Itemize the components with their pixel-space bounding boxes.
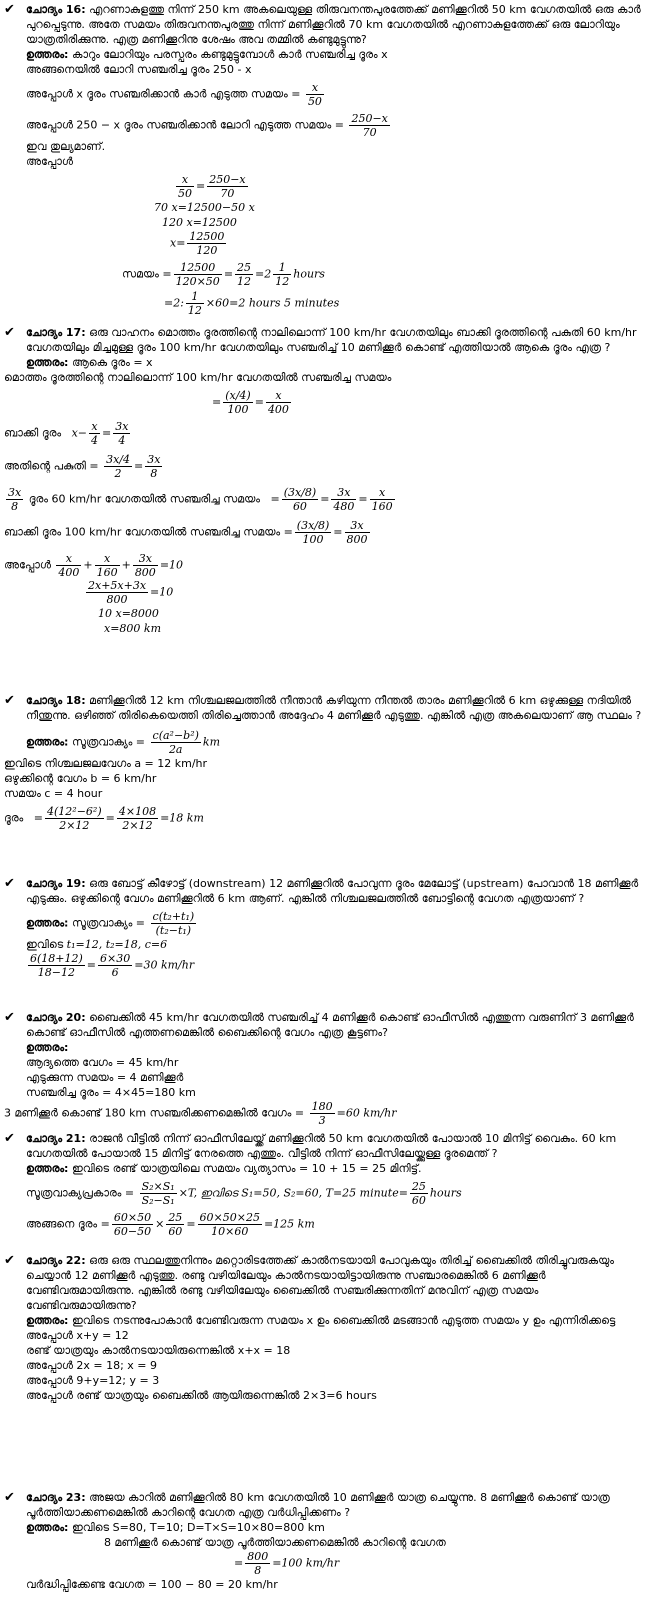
question-17: ✔ ചോദ്യം 17: ഒരു വാഹനം മൊത്തം ദൂരത്തിന്റെ നാലിലൊന്ന് 100 km/hr വേഗതയിലും ബാക്കി ദൂരത്തിന്റെ പകുതി 60 km/hr വേഗതയിലും മിച്ചമുള്ള ദൂരം 100 km/hr വേഗതയിലും സഞ്ചരിച്ച് 10 മണിക്കൂർ കൊണ്ട് എത്തിയാൽ ആകെ ദൂരം എത്ര ? ഉത്തരം: ആകെ ദൂരം = x മൊത്തം ദൂരത്തിന്റെ നാലിലൊന്ന് 100 km/hr വേഗതയിൽ സഞ്ചരിച്ച സമയം = $\frac{(x/4)}{100}$ = $\frac{x}{400}$ ബാക്കി ദൂരം x− $\frac{x}{4}$ = $\frac{3x}{4}$ അതിന്റെ പകുതി = $\frac{3x/4}{2}$ = $\frac{3x}{8}$ $\frac{3x}{8}$ ദൂരം 60 km/hr വേഗതയിൽ സഞ്ചരിച്ച സമയം = $\frac{(3x/8)}{60}$ = $\frac{3x}{480}$ = $\frac{x}{160}$ ബാക്കി ദൂരം 100 km/hr വേഗതയിൽ സഞ്ചരിച്ച സമയം = $\frac{(3x/8)}{100}$ = $\frac{3x}{800}$ അപ്പോൾ $\frac{x}{400}$ + $\frac{x}{160}$ + $\frac{3x}{800}$ =10 $\frac{2x+5x+3x}{800}$ =10 10 x=8000 x=800 km — [4, 325, 644, 636]
question-21: ✔ ചോദ്യം 21: രാജൻ വീട്ടിൽ നിന്ന് ഓഫീസിലേയ്ക്ക് മണിക്കൂറിൽ 50 km വേഗതയിൽ പോയാൽ 10 മിനിട്ട് വൈകും. 60 km വേഗതയിൽ പോയാൽ 15 മിനിട്ട് നേരത്തെ എത്തും. വീട്ടിൽ നിന്ന് ഓഫീസിലേയ്ക്കുള്ള ദൂരമെന്ത് ? ഉത്തരം: ഇവിടെ രണ്ട് യാത്രയിലെ സമയം വ്യത്യാസം = 10 + 15 = 25 മിനിട്ട്. സൂത്രവാക്യപ്രകാരം = $\frac{\text{S₂×S₁}}{\text{S₂−S₁}}$ ×T, ഇവിടെ S₁=50, S₂=60, T=25 minute= $\frac{25}{60}$ hours അങ്ങനെ ദൂരം = $\frac{60\times 50}{60-50}$ × $\frac{25}{60}$ = $\frac{60\times 50\times 25}{10\times 60}$ =125 km — [4, 1131, 617, 1238]
check-mark-icon: ✔ — [4, 693, 15, 708]
line: ഇവിടെ നിശ്ചലജലവേഗം a = 12 km/hr — [4, 757, 208, 770]
line: എടുക്കുന്ന സമയം = 4 മണിക്കൂർ — [26, 1071, 184, 1084]
line: ബാക്കി ദൂരം — [4, 426, 62, 440]
answer-label: ഉത്തരം: — [26, 1521, 69, 1534]
line: ദൂരം 60 km/hr വേഗതയിൽ സഞ്ചരിച്ച സമയം — [28, 492, 260, 506]
question-18: ✔ ചോദ്യം 18: മണിക്കൂറിൽ 12 km നിശ്ചലജലത്തിൽ നീന്താൻ കഴിയുന്ന നീന്തൽ താരം മണിക്കൂറിൽ 6 km ഒഴുക്കുള്ള നദിയിൽ നീന്തുന്നു. ഒഴിഞ്ഞ് തിരികെയെത്തി തിരിച്ചെത്താൻ അദ്ദേഹം 4 മണിക്കൂർ എടുത്തു. എങ്കിൽ എത്ര അകലെയാണ് ആ സ്ഥലം ? ഉത്തരം: സൂത്രവാക്യം = $\frac{\text{c(a²−b²)}}{2a}$ km ഇവിടെ നിശ്ചലജലവേഗം a = 12 km/hr ഒഴുക്കിന്റെ വേഗം b = 6 km/hr സമയം c = 4 hour ദൂരം = $\frac{\text{4(12²−6²)}}{2\times 12}$ = $\frac{4\times 108}{2\times 12}$ =18 km — [4, 693, 644, 832]
result: =60 km/hr — [336, 1106, 397, 1120]
question-number: ചോദ്യം 22: — [26, 1254, 86, 1267]
equation: 70 x=12500−50 x — [154, 201, 255, 214]
answer-label: ഉത്തരം: — [26, 1314, 69, 1327]
question-text: ഒരു വാഹനം മൊത്തം ദൂരത്തിന്റെ നാലിലൊന്ന് 100 km/hr വേഗതയിലും ബാക്കി ദൂരത്തിന്റെ പകുതി 60 km/hr വേഗതയിലും മിച്ചമുള്ള ദൂരം 100 km/hr വേഗതയിലും സഞ്ചരിച്ച് 10 മണിക്കൂർ കൊണ്ട് എത്തിയാൽ ആകെ ദൂരം എത്ര ? — [26, 326, 637, 354]
line: അങ്ങനെയിൽ ലോറി സഞ്ചരിച്ച ദൂരം 250 - x — [26, 63, 252, 76]
check-mark-icon: ✔ — [4, 1010, 15, 1025]
formula-tail: ×T, ഇവിടെ S₁=50, S₂=60, T=25 minute= — [178, 1186, 408, 1200]
answer-label: ഉത്തരം: — [26, 1041, 69, 1054]
question-text: ഒരു ഒരു സ്ഥലത്തുനിന്നും മറ്റൊരിടത്തേക്ക് കാൽനടയായി പോവുകയും തിരിച്ച് ബൈക്കിൽ തിരിച്ചുവരുകയും ചെയ്യാൻ 12 മണിക്കൂർ എടുത്തു. രണ്ടു വഴിയിലേയും കാൽനടയായിട്ടായിരുന്നു സഞ്ചാരമെങ്കിൽ 6 മണിക്കൂർ വേണ്ടിവരുമായിരുന്നു. എങ്കിൽ രണ്ടു വഴിയിലേയും ബൈക്കിൽ സഞ്ചരിക്കുന്നതിന് മനുവിന് എത്ര സമയം വേണ്ടിവരുമായിരുന്നു? — [26, 1254, 614, 1312]
result: =125 km — [263, 1217, 315, 1231]
answer-label: ഉത്തരം: — [26, 48, 69, 61]
question-22 — [4, 1253, 644, 1403]
result: =30 km/hr — [134, 958, 195, 972]
line: അതിന്റെ പകുതി = — [4, 459, 99, 473]
line: സഞ്ചരിച്ച ദൂരം = 4×45=180 km — [26, 1086, 196, 1099]
line: 3 മണിക്കൂർ കൊണ്ട് 180 km സഞ്ചരിക്കണമെങ്കിൽ വേഗം = — [4, 1106, 305, 1120]
question-16: ✔ ചോദ്യം 16: എറണാകുളത്തു നിന്ന് 250 km അകലെയുള്ള തിരുവനന്തപുരത്തേക്ക് മണിക്കൂറിൽ 50 km വേഗതയിൽ ഒരു കാർ പുറപ്പെടുന്നു. അതേ സമയം തിരുവനന്തപുരത്തു നിന്ന് മണിക്കൂറിൽ 70 km വേഗതയിൽ എറണാകുളത്തേക്ക് ഒരു ലോറിയും യാത്രതിരിക്കുന്നു. എത്ര മണിക്കൂറിനു ശേഷം അവ തമ്മിൽ കണ്ടുമുട്ടുന്നു? ഉത്തരം: കാറും ലോറിയും പരസ്പരം കണ്ടുമുട്ടുമ്പോൾ കാർ സഞ്ചരിച്ച ദൂരം x അങ്ങനെയിൽ ലോറി സഞ്ചരിച്ച ദൂരം 250 - x അപ്പോൾ x ദൂരം സഞ്ചരിക്കാൻ കാർ എടുത്ത സമയം = $\frac{x}{50}$ അപ്പോൾ 250 − x ദൂരം സഞ്ചരിക്കാൻ ലോറി എടുത്ത സമയം = $\frac{250-x}{70}$ ഇവ തുല്യമാണ്. അപ്പോൾ $\frac{x}{50}$ = $\frac{250-x}{70}$ 70 x=12500−50 x 120 x=12500 x= $\frac{12500}{120}$ സമയം = $\frac{12500}{120\times 50}$ = $\frac{25}{12}$ =2 $\frac{1}{12}$ hours =2: $\frac{1}{12}$ ×60=2 hours 5 minutes — [4, 2, 644, 317]
line: അപ്പോൾ — [26, 155, 73, 168]
formula-label: സൂത്രവാക്യം = — [71, 735, 146, 749]
question-text: ഒരു ബോട്ട് കീഴോട്ട് (downstream) 12 മണിക്കൂറിൽ പോവുന്ന ദൂരം മേലോട്ട് (upstream) പോവാൻ 18 മണിക്കൂർ എടുക്കും. ഒഴുക്കിന്റെ വേഗം മണിക്കൂറിൽ 6 km ആണ്. എങ്കിൽ നിശ്ചലജലത്തിൽ ബോട്ടിന്റെ വേഗത എത്രയാണ് ? — [26, 877, 639, 905]
question-number: ചോദ്യം 16: — [26, 3, 86, 16]
question-text: അജയ കാറിൽ മണിക്കൂറിൽ 80 km വേഗതയിൽ 10 മണിക്കൂർ യാത്ര ചെയ്യുന്നു. 8 മണിക്കൂർ കൊണ്ട് യാത്ര പൂർത്തിയാക്കണമെങ്കിൽ കാറിന്റെ വേഗത എത്ര വർധിപ്പിക്കണം ? — [26, 1491, 610, 1519]
line: അപ്പോൾ x ദൂരം സഞ്ചരിക്കാൻ കാർ എടുത്ത സമയം = — [26, 87, 301, 101]
line: അങ്ങനെ ദൂരം — [26, 1217, 98, 1231]
check-mark-icon: ✔ — [4, 1131, 15, 1146]
question-text: മണിക്കൂറിൽ 12 km നിശ്ചലജലത്തിൽ നീന്താൻ കഴിയുന്ന നീന്തൽ താരം മണിക്കൂറിൽ 6 km ഒഴുക്കുള്ള നദിയിൽ നീന്തുന്നു. ഒഴിഞ്ഞ് തിരികെയെത്തി തിരിച്ചെത്താൻ അദ്ദേഹം 4 മണിക്കൂർ എടുത്തു. എങ്കിൽ എത്ര അകലെയാണ് ആ സ്ഥലം ? — [26, 694, 642, 722]
line: ദൂരം — [4, 811, 24, 825]
final-result-tail: ×60=2 hours 5 minutes — [205, 296, 340, 310]
check-mark-icon: ✔ — [4, 1490, 15, 1505]
question-number: ചോദ്യം 21: — [26, 1132, 86, 1145]
line: ഒഴുക്കിന്റെ വേഗം b = 6 km/hr — [4, 772, 157, 785]
equation: x=800 km — [104, 622, 162, 635]
time-label: സമയം — [122, 267, 159, 281]
line: രണ്ട് യാത്രയും കാൽനടയായിരുന്നെങ്കിൽ x+x = 18 — [26, 1344, 291, 1357]
line: അപ്പോൾ 250 − x ദൂരം സഞ്ചരിക്കാൻ ലോറി എടുത്ത സമയം = — [26, 118, 344, 132]
line: അപ്പോൾ രണ്ട് യാത്രയും ബൈക്കിൽ ആയിരുന്നെങ്കിൽ 2×3=6 hours — [26, 1389, 377, 1402]
question-19: ✔ ചോദ്യം 19: ഒരു ബോട്ട് കീഴോട്ട് (downstream) 12 മണിക്കൂറിൽ പോവുന്ന ദൂരം മേലോട്ട് (upstream) പോവാൻ 18 മണിക്കൂർ എടുക്കും. ഒഴുക്കിന്റെ വേഗം മണിക്കൂറിൽ 6 km ആണ്. എങ്കിൽ നിശ്ചലജലത്തിൽ ബോട്ടിന്റെ വേഗത എത്രയാണ് ? ഉത്തരം: സൂത്രവാക്യം = $\frac{\text{c(t₂+t₁)}}{\text{(t₂−t₁)}}$ ഇവിടെ t₁=12, t₂=18, c=6 $\frac{6(18+12)}{18-12}$ = $\frac{6\times 30}{6}$ =30 km/hr — [4, 876, 639, 979]
question-23: ✔ ചോദ്യം 23: അജയ കാറിൽ മണിക്കൂറിൽ 80 km വേഗതയിൽ 10 മണിക്കൂർ യാത്ര ചെയ്യുന്നു. 8 മണിക്കൂർ കൊണ്ട് യാത്ര പൂർത്തിയാക്കണമെങ്കിൽ കാറിന്റെ വേഗത എത്ര വർധിപ്പിക്കണം ? ഉത്തരം: ഇവിടെ S=80, T=10; D=T×S=10×80=800 km 8 മണിക്കൂർ കൊണ്ട് യാത്ര പൂർത്തിയാക്കണമെങ്കിൽ കാറിന്റെ വേഗത = $\frac{800}{8}$ =100 km/hr വർദ്ധിപ്പിക്കേണ്ട വേഗത = 100 − 80 = 20 km/hr — [4, 1490, 644, 1592]
question-number: ചോദ്യം 17: — [26, 326, 86, 339]
line: 8 മണിക്കൂർ കൊണ്ട് യാത്ര പൂർത്തിയാക്കണമെങ്കിൽ കാറിന്റെ വേഗത — [104, 1536, 446, 1549]
question-number: ചോദ്യം 18: — [26, 694, 86, 707]
result: =100 km/hr — [272, 1556, 340, 1570]
line: ബാക്കി ദൂരം 100 km/hr വേഗതയിൽ സഞ്ചരിച്ച സമയം — [4, 525, 281, 539]
question-text: ബൈക്കിൽ 45 km/hr വേഗതയിൽ സഞ്ചരിച്ച് 4 മണിക്കൂർ കൊണ്ട് ഓഫീസിൽ എത്തുന്ന വരുണിന് 3 മണിക്കൂർ കൊണ്ട് ഓഫീസിൽ എത്തണമെങ്കിൽ ബൈക്കിന്റെ വേഗം എത്ര കൂട്ടണം? — [26, 1011, 634, 1039]
answer-text: ആകെ ദൂരം = x — [71, 356, 153, 369]
line: ആദ്യത്തെ വേഗം = 45 km/hr — [26, 1056, 179, 1069]
equation: 10 x=8000 — [98, 607, 159, 620]
question-number: ചോദ്യം 20: — [26, 1011, 86, 1024]
equation: 120 x=12500 — [162, 216, 237, 229]
line: അപ്പോൾ — [4, 558, 51, 572]
hours-unit: hours — [293, 267, 325, 281]
equation: t₁=12, t₂=18, c=6 — [66, 938, 168, 951]
line: ഇവിടെ — [26, 938, 64, 951]
line: മൊത്തം ദൂരത്തിന്റെ നാലിലൊന്ന് 100 km/hr വേഗതയിൽ സഞ്ചരിച്ച സമയം — [4, 371, 392, 384]
final-result: =2: — [164, 296, 184, 310]
result: =18 km — [160, 811, 204, 825]
line: വർദ്ധിപ്പിക്കേണ്ട വേഗത = 100 − 80 = 20 km/hr — [26, 1578, 278, 1591]
answer-label: ഉത്തരം: — [26, 735, 69, 749]
check-mark-icon: ✔ — [4, 325, 15, 340]
hours-unit: hours — [429, 1186, 462, 1200]
answer-text: കാറും ലോറിയും പരസ്പരം കണ്ടുമുട്ടുമ്പോൾ കാർ സഞ്ചരിച്ച ദൂരം x — [71, 48, 388, 61]
question-number: ചോദ്യം 23: — [26, 1491, 86, 1504]
check-mark-icon: ✔ — [4, 2, 15, 17]
line: ഇവ തുല്യമാണ്. — [26, 140, 106, 153]
answer-label: ഉത്തരം: — [26, 1162, 69, 1175]
line: സമയം c = 4 hour — [4, 787, 103, 800]
question-number: ചോദ്യം 19: — [26, 877, 86, 890]
equation: x= — [170, 236, 186, 250]
check-mark-icon: ✔ — [4, 1253, 15, 1268]
answer-label: ഉത്തരം: — [26, 356, 69, 369]
question-text: എറണാകുളത്തു നിന്ന് 250 km അകലെയുള്ള തിരുവനന്തപുരത്തേക്ക് മണിക്കൂറിൽ 50 km വേഗതയിൽ ഒരു കാർ പുറപ്പെടുന്നു. അതേ സമയം തിരുവനന്തപുരത്തു നിന്ന് മണിക്കൂറിൽ 70 km വേഗതയിൽ എറണാകുളത്തേക്ക് ഒരു ലോറിയും യാത്രതിരിക്കുന്നു. എത്ര മണിക്കൂറിനു ശേഷം അവ തമ്മിൽ കണ്ടുമുട്ടുന്നു? — [26, 3, 641, 46]
answer-text: ഇവിടെ S=80, T=10; D=T×S=10×80=800 km — [71, 1521, 325, 1534]
line: അപ്പോൾ 2x = 18; x = 9 — [26, 1359, 157, 1372]
check-mark-icon: ✔ — [4, 876, 15, 891]
formula-label: സൂത്രവാക്യം = — [71, 916, 146, 930]
question-20: ✔ ചോദ്യം 20: ബൈക്കിൽ 45 km/hr വേഗതയിൽ സഞ്ചരിച്ച് 4 മണിക്കൂർ കൊണ്ട് ഓഫീസിൽ എത്തുന്ന വരുണിന് 3 മണിക്കൂർ കൊണ്ട് ഓഫീസിൽ എത്തണമെങ്കിൽ ബൈക്കിന്റെ വേഗം എത്ര കൂട്ടണം? ഉത്തരം: ആദ്യത്തെ വേഗം = 45 km/hr എടുക്കുന്ന സമയം = 4 മണിക്കൂർ സഞ്ചരിച്ച ദൂരം = 4×45=180 km 3 മണിക്കൂർ കൊണ്ട് 180 km സഞ്ചരിക്കണമെങ്കിൽ വേഗം = $\frac{180}{3}$ =60 km/hr — [4, 1010, 644, 1127]
line: അപ്പോൾ 9+y=12; y = 3 — [26, 1374, 160, 1387]
answer-text: ഇവിടെ രണ്ട് യാത്രയിലെ സമയം വ്യത്യാസം = 10 + 15 = 25 മിനിട്ട്. — [71, 1162, 422, 1175]
line: അപ്പോൾ x+y = 12 — [26, 1329, 129, 1342]
answer-label: ഉത്തരം: — [26, 916, 69, 930]
question-text: രാജൻ വീട്ടിൽ നിന്ന് ഓഫീസിലേയ്ക്ക് മണിക്കൂറിൽ 50 km വേഗതയിൽ പോയാൽ 10 മിനിട്ട് വൈകും. 60 km വേഗതയിൽ പോയാൽ 15 മിനിട്ട് നേരത്തെ എത്തും. വീട്ടിൽ നിന്ന് ഓഫീസിലേയ്ക്കുള്ള ദൂരമെന്ത് ? — [26, 1132, 617, 1160]
line: സൂത്രവാക്യപ്രകാരം = — [26, 1186, 135, 1200]
answer-text: ഇവിടെ നടന്നുപോകാൻ വേണ്ടിവരുന്ന സമയം x ഉം ബൈക്കിൽ മടങ്ങാൻ എടുത്ത സമയം y ഉം എന്നിരിക്കട്ടെ — [71, 1314, 616, 1327]
